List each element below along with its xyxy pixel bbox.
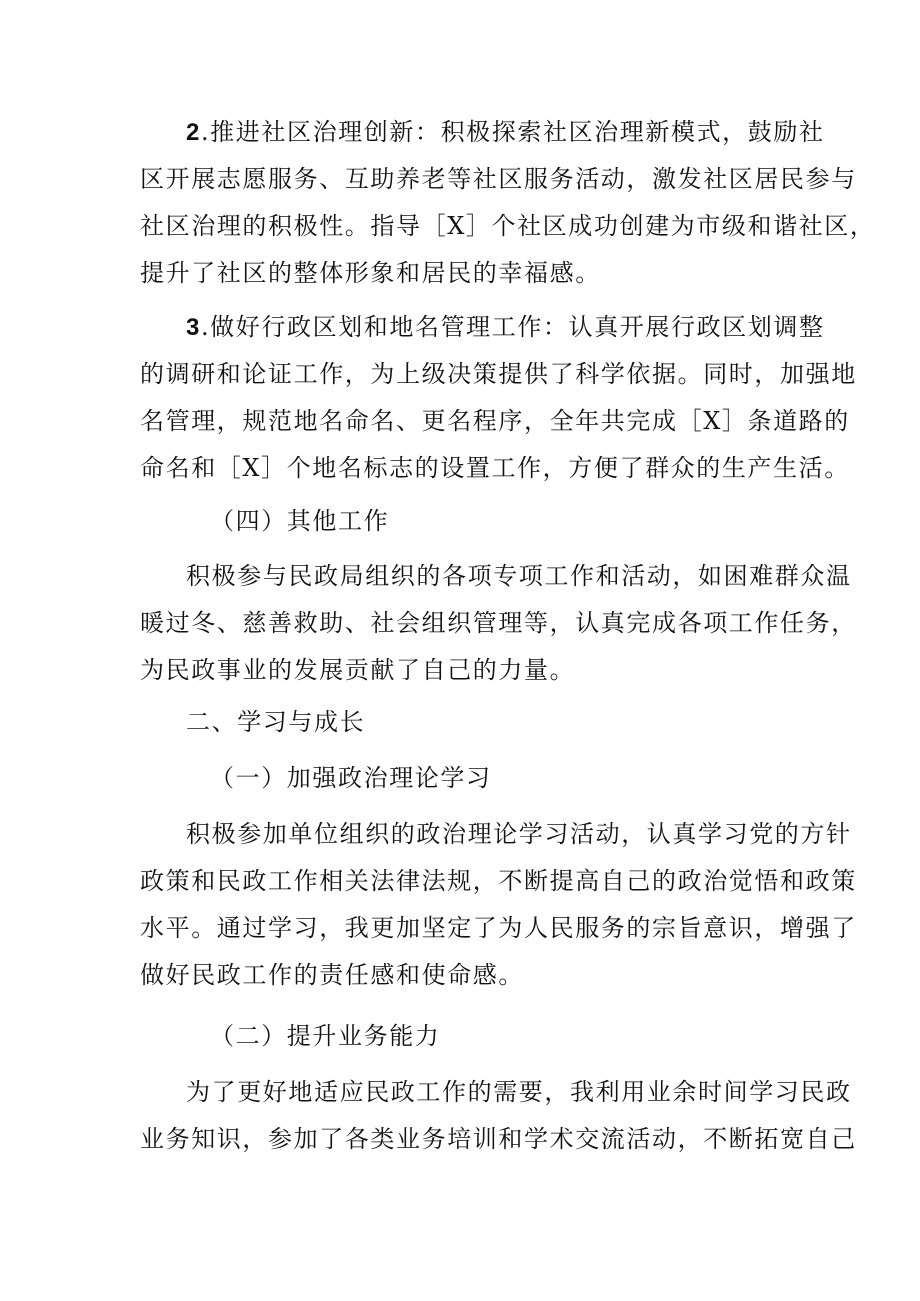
section-3-line-1 [186,311,846,343]
section-3-line-2: 的调研和论证工作，为上级决策提供了科学依据。同时，加强地 [140,360,857,388]
other-work-line-2: 暖过冬、慈善救助、社会组织管理等，认真完成各项工作任务， [140,609,857,637]
heading-business-ability: （二）提升业务能力 [210,1022,441,1050]
heading-political-theory: （一）加强政治理论学习 [210,764,492,792]
political-theory-line-4: 做好民政工作的责任感和使命感。 [140,961,524,989]
business-ability-line-1: 为了更好地适应民政工作的需要，我利用业余时间学习民政 [186,1078,852,1106]
business-ability-line-2: 业务知识，参加了各类业务培训和学术交流活动，不断拓宽自己 [140,1125,857,1153]
section-3-line-4: 命名和［X］个地名标志的设置工作，方便了群众的生产生活。 [140,454,850,482]
section-2-line-1 [186,116,846,148]
section-2-number: 2 [186,119,201,146]
section-2-line-2: 区开展志愿服务、互助养老等社区服务活动，激发社区居民参与 [140,165,857,193]
political-theory-line-1: 积极参加单位组织的政治理论学习活动，认真学习党的方针 [186,820,852,848]
section-3-text: .做好行政区划和地名管理工作：认真开展行政区划调整 [200,313,825,341]
section-3-number: 3 [186,314,201,341]
section-2-text: .推进社区治理创新：积极探索社区治理新模式，鼓励社 [200,118,825,146]
political-theory-line-2: 政策和民政工作相关法律法规，不断提高自己的政治觉悟和政策 [140,867,857,895]
section-2-line-4: 提升了社区的整体形象和居民的幸福感。 [140,259,601,287]
other-work-line-3: 为民政事业的发展贡献了自己的力量。 [140,656,576,684]
political-theory-line-3: 水平。通过学习，我更加坚定了为人民服务的宗旨意识，增强了 [140,914,857,942]
section-3-line-3: 名管理，规范地名命名、更名程序，全年共完成［X］条道路的 [140,407,850,435]
heading-study-growth: 二、学习与成长 [186,708,366,736]
other-work-line-1: 积极参与民政局组织的各项专项工作和活动，如困难群众温 [186,562,852,590]
section-2-line-3: 社区治理的积极性。指导［X］个社区成功创建为市级和谐社区， [140,212,876,240]
heading-other-work: （四）其他工作 [210,507,390,535]
